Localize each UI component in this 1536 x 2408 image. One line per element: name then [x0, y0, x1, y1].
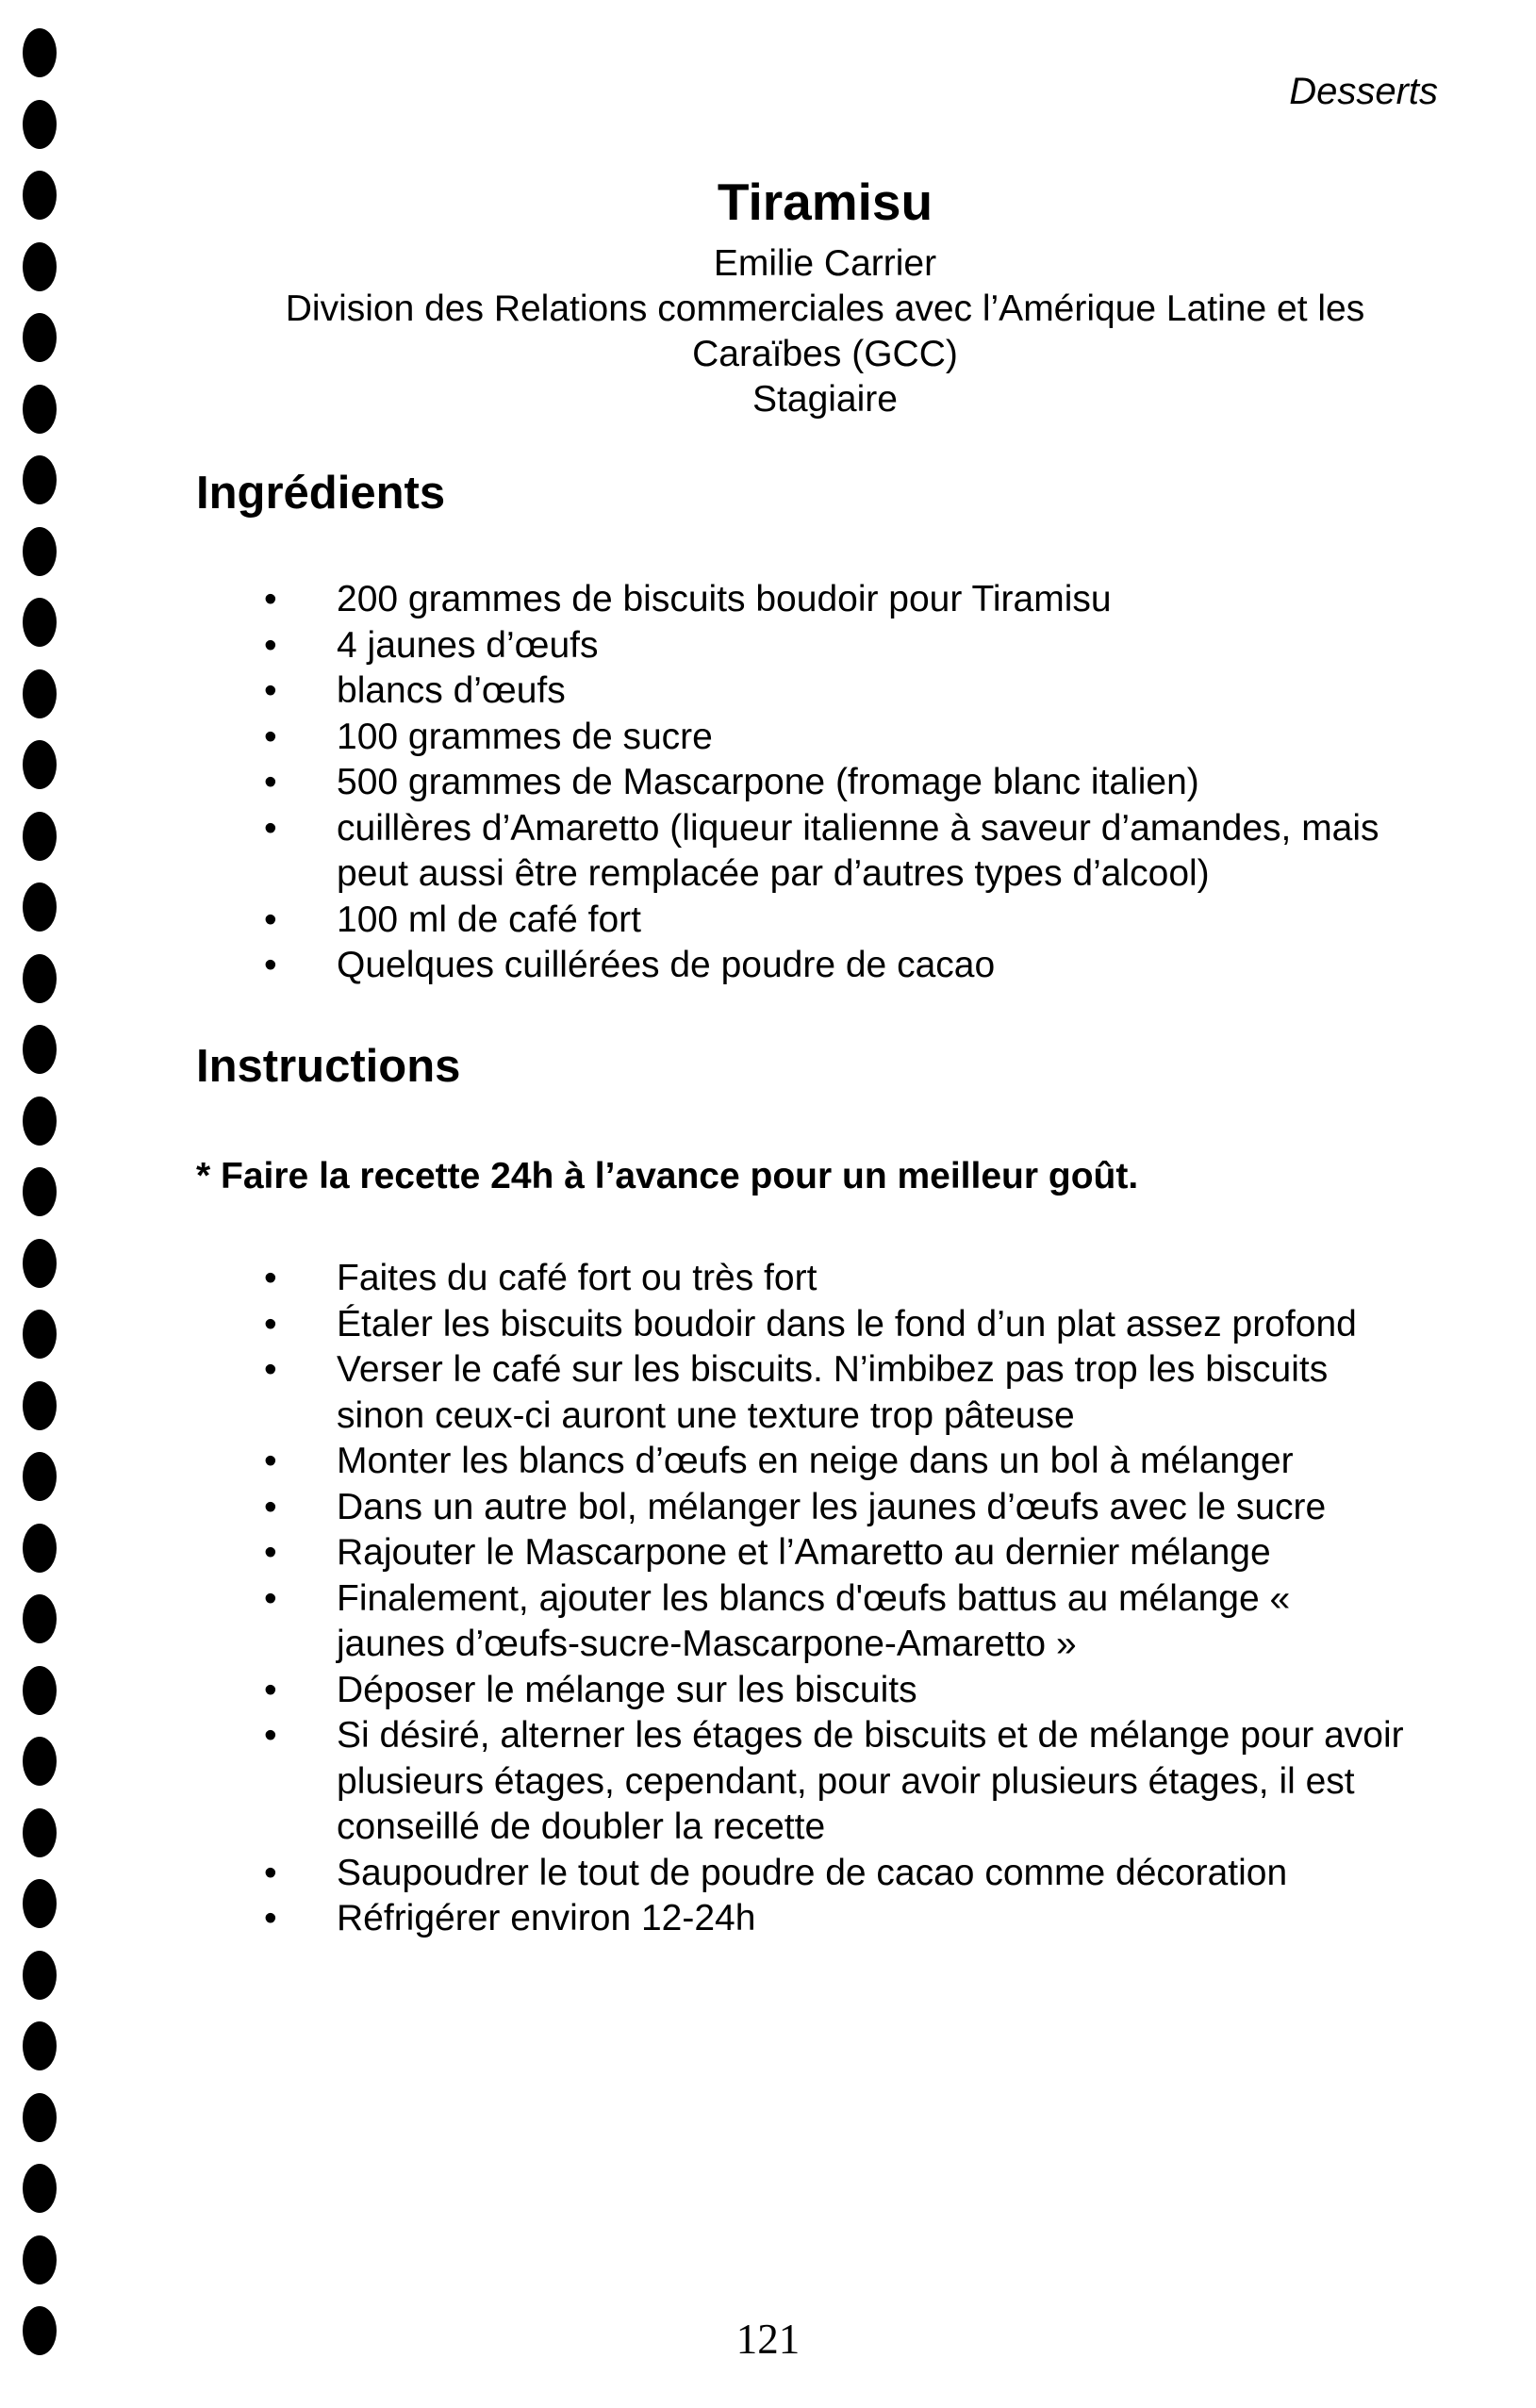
page-number: 121: [735, 2316, 801, 2363]
instruction-step: • Finalement, ajouter les blancs d'œufs battus au mélange « jaunes d’œufs-sucre-Mascarpone-Amaretto »: [264, 1576, 1355, 1668]
instructions-heading: Instructions: [196, 1041, 461, 1092]
ingredients-list: [264, 577, 1396, 989]
binding-hole: [23, 1666, 57, 1715]
recipe-title: Tiramisu: [717, 173, 933, 231]
recipe-role: Stagiaire: [752, 379, 898, 420]
instruction-step: • Saupoudrer le tout de poudre de cacao comme décoration: [264, 1851, 1452, 1897]
binding-hole: [23, 1381, 57, 1430]
binding-hole: [23, 2093, 57, 2142]
binding-hole: [23, 2021, 57, 2070]
spiral-binding: [13, 28, 70, 2385]
binding-hole: [23, 1879, 57, 1928]
recipe-header: [193, 170, 1457, 422]
instruction-step: • Faites du café fort ou très fort: [264, 1256, 1452, 1302]
binding-hole: [23, 1167, 57, 1216]
instruction-step: • Monter les blancs d’œufs en neige dans un bol à mélanger: [264, 1439, 1452, 1485]
binding-hole: [23, 171, 57, 220]
ingredient-item: • 100 ml de café fort: [264, 898, 1396, 944]
binding-hole: [23, 1025, 57, 1074]
ingredient-item: • Quelques cuillérées de poudre de cacao: [264, 943, 1396, 989]
ingredient-item: • blancs d’œufs: [264, 668, 1396, 715]
binding-hole: [23, 1239, 57, 1288]
instruction-step: • Étaler les biscuits boudoir dans le fond d’un plat assez profond: [264, 1302, 1452, 1348]
instruction-step: • Dans un autre bol, mélanger les jaunes d’œufs avec le sucre: [264, 1485, 1452, 1531]
binding-hole: [23, 669, 57, 718]
binding-hole: [23, 598, 57, 647]
binding-hole: [23, 100, 57, 149]
binding-hole: [23, 882, 57, 932]
binding-hole: [23, 1524, 57, 1573]
binding-hole: [23, 954, 57, 1003]
ingredient-item: • 4 jaunes d’œufs: [264, 623, 1396, 669]
ingredient-item: • cuillères d’Amaretto (liqueur italienne à saveur d’amandes, mais peut aussi être remplacée par d’autres types d’alcool): [264, 806, 1393, 898]
instructions-note: * Faire la recette 24h à l’avance pour un meilleur goût.: [196, 1156, 1139, 1196]
recipe-author: Emilie Carrier: [713, 243, 937, 284]
binding-hole: [23, 527, 57, 576]
recipe-division-line-1: Division des Relations commerciales avec l’Amérique Latine et les: [285, 289, 1365, 329]
binding-hole: [23, 1310, 57, 1359]
instructions-list: [264, 1256, 1452, 1942]
instruction-step: • Réfrigérer environ 12-24h: [264, 1896, 1452, 1942]
binding-hole: [23, 242, 57, 291]
binding-hole: [23, 2235, 57, 2284]
instruction-step: • Déposer le mélange sur les biscuits: [264, 1668, 1452, 1714]
binding-hole: [23, 1594, 57, 1643]
ingredient-item: • 500 grammes de Mascarpone (fromage blanc italien): [264, 760, 1396, 806]
ingredients-heading: Ingrédients: [196, 468, 446, 519]
binding-hole: [23, 2164, 57, 2213]
binding-hole: [23, 812, 57, 861]
binding-hole: [23, 1452, 57, 1501]
binding-hole: [23, 1737, 57, 1786]
instruction-step: • Rajouter le Mascarpone et l’Amaretto au dernier mélange: [264, 1530, 1452, 1576]
binding-hole: [23, 740, 57, 789]
ingredient-item: • 100 grammes de sucre: [264, 715, 1396, 761]
binding-hole: [23, 1808, 57, 1857]
binding-hole: [23, 1097, 57, 1146]
section-label: Desserts: [1289, 71, 1438, 112]
binding-hole: [23, 385, 57, 434]
binding-hole: [23, 28, 57, 77]
instruction-step: • Verser le café sur les biscuits. N’imbibez pas trop les biscuits sinon ceux-ci auront une texture trop pâteuse: [264, 1347, 1412, 1439]
binding-hole: [23, 455, 57, 504]
recipe-division-line-2: Caraïbes (GCC): [692, 334, 958, 374]
binding-hole: [23, 1951, 57, 2000]
ingredient-item: • 200 grammes de biscuits boudoir pour Tiramisu: [264, 577, 1396, 623]
binding-hole: [23, 313, 57, 362]
instruction-step: • Si désiré, alterner les étages de biscuits et de mélange pour avoir plusieurs étages, cependant, pour avoir plusieurs étages, il est conseillé de doubler la recette: [264, 1713, 1435, 1851]
